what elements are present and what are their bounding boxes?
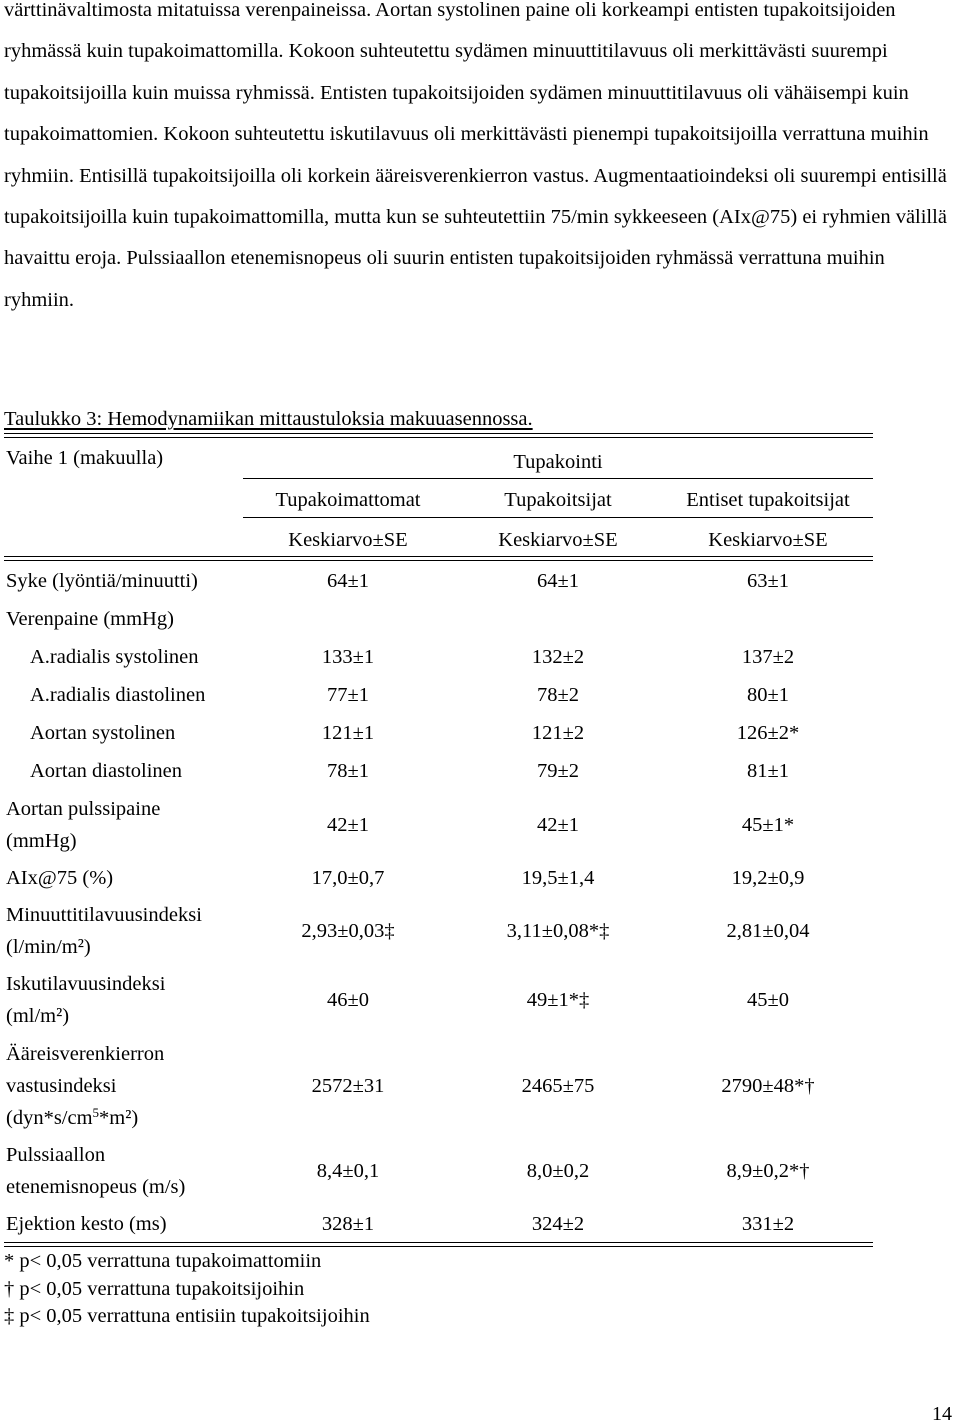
page-number: 14 — [932, 1403, 952, 1425]
table-cell: 3,11±0,08*‡ — [506, 920, 610, 942]
body-paragraph: värttinävaltimosta mitatuissa verenpaineissa. Aortan systolinen paine oli korkeampi entisten tupakoitsijoiden ryhmässä kuin tupakoimattomilla. Kokoon suhteutettu sydämen minuuttitilavuus oli merkittävästi suurempi tupakoitsijoilla kuin muissa ryhmissä. Entisten tupakoitsijoiden sydämen minuuttitilavuus oli vähäisempi kuin tupakoimattomien. Kokoon suhteutettu iskutilavuus oli merkittävästi pienempi tupakoitsijoilla verrattuna muihin ryhmiin. Entisillä tupakoitsijoilla oli korkein ääreisverenkierron vastus. Augmentaatioindeksi oli suurempi entisillä tupakoitsijoilla kuin tupakoimattomilla, mutta kun se suhteutettiin 75/min sykkeeseen (AIx@75) ei ryhmien välillä havaittu eroja. Pulssiaallon etenemisnopeus oli suurin entisten tupakoitsijoiden ryhmässä verrattuna muihin ryhmiin. — [4, 0, 947, 311]
row-label: Aortan diastolinen — [30, 760, 183, 782]
row-label-line: Iskutilavuusindeksi — [6, 973, 166, 995]
table-cell: 8,9±0,2*† — [726, 1160, 810, 1182]
header-bottom-rule-2 — [4, 560, 873, 561]
table-cell: 79±2 — [536, 760, 579, 782]
table-cell: 19,5±1,4 — [521, 867, 595, 889]
table-cell: 121±1 — [321, 722, 375, 744]
table-cell: 133±1 — [321, 646, 375, 668]
table-cell: 63±1 — [746, 570, 789, 592]
column-header: Tupakoimattomat — [275, 489, 421, 511]
table-cell: 81±1 — [746, 760, 789, 782]
table-cell: 328±1 — [321, 1213, 375, 1235]
table-cell: 2,93±0,03‡ — [301, 920, 395, 942]
table-cell: 49±1*‡ — [526, 989, 590, 1011]
row-label-line: vastusindeksi — [6, 1075, 117, 1097]
table-cell: 64±1 — [326, 570, 369, 592]
stat-header: Keskiarvo±SE — [708, 529, 828, 551]
row-label-line: (mmHg) — [6, 830, 77, 852]
table-cell: 78±1 — [326, 760, 369, 782]
table-cell: 126±2* — [736, 722, 800, 744]
row-label — [6, 793, 160, 857]
table-top-rule-2 — [4, 437, 873, 438]
table-cell: 19,2±0,9 — [731, 867, 805, 889]
row-label — [6, 968, 165, 1032]
table-cell: 42±1 — [536, 814, 579, 836]
row-label: AIx@75 (%) — [6, 867, 114, 889]
table-cell: 2572±31 — [311, 1075, 385, 1097]
group-header-rule — [243, 478, 873, 479]
table-cell: 331±2 — [741, 1213, 795, 1235]
row-label: Syke (lyöntiä/minuutti) — [6, 570, 198, 592]
row-label-line: etenemisnopeus (m/s) — [6, 1176, 186, 1198]
row-label — [6, 899, 202, 963]
table-cell: 45±1* — [741, 814, 795, 836]
row-label: A.radialis systolinen — [30, 646, 199, 668]
row-label-line: Pulssiaallon — [6, 1144, 106, 1166]
header-bottom-rule — [4, 556, 873, 557]
stat-header: Keskiarvo±SE — [288, 529, 408, 551]
table-cell: 78±2 — [536, 684, 579, 706]
row-label — [6, 1139, 185, 1203]
column-header: Entiset tupakoitsijat — [686, 489, 850, 511]
row-label-line: $(dyn*s/cm^5*m^2)$ — [6, 1105, 139, 1129]
row-label-line: Aortan pulssipaine — [6, 798, 161, 820]
table-cell: 64±1 — [536, 570, 579, 592]
footnote: † p< 0,05 verrattuna tupakoitsijoihin — [4, 1278, 305, 1300]
footnote: * p< 0,05 verrattuna tupakoimattomiin — [4, 1250, 322, 1272]
footnote: ‡ p< 0,05 verrattuna entisiin tupakoitsijoihin — [4, 1305, 370, 1327]
table-cell: 80±1 — [746, 684, 789, 706]
row-label-line: Minuuttitilavuusindeksi — [6, 904, 202, 926]
table-cell: 8,0±0,2 — [526, 1160, 590, 1182]
table-cell: 132±2 — [531, 646, 585, 668]
table-cell: 77±1 — [326, 684, 369, 706]
row-label-line: (ml/m²) — [6, 1005, 70, 1027]
table-bottom-rule — [4, 1242, 873, 1243]
table-cell: 2,81±0,04 — [726, 920, 810, 942]
column-header: Tupakoitsijat — [504, 489, 612, 511]
stat-header: Keskiarvo±SE — [498, 529, 618, 551]
table-caption: Taulukko 3: Hemodynamiikan mittaustuloksia makuuasennossa. — [4, 408, 533, 430]
column-header-rule — [243, 517, 873, 518]
row-label: Ejektion kesto (ms) — [6, 1213, 167, 1235]
table-cell: 137±2 — [741, 646, 795, 668]
row-label: Aortan systolinen — [30, 722, 176, 744]
table-cell: 45±0 — [746, 989, 789, 1011]
table-top-rule — [4, 433, 873, 434]
table-cell: 2465±75 — [521, 1075, 595, 1097]
row-label: A.radialis diastolinen — [30, 684, 206, 706]
table-cell: 46±0 — [326, 989, 369, 1011]
table-cell: 121±2 — [531, 722, 585, 744]
group-header: Tupakointi — [513, 451, 603, 473]
row-label — [6, 1038, 164, 1134]
table-cell: 8,4±0,1 — [316, 1160, 380, 1182]
row-label-line: (l/min/m²) — [6, 936, 91, 958]
row-label-line: Ääreisverenkierron — [6, 1043, 165, 1065]
table-cell: 324±2 — [531, 1213, 585, 1235]
table-cell: 2790±48*† — [721, 1075, 815, 1097]
row-label: Verenpaine (mmHg) — [6, 608, 174, 630]
table-cell: 42±1 — [326, 814, 369, 836]
phase-label: Vaihe 1 (makuulla) — [6, 447, 164, 469]
table-cell: 17,0±0,7 — [311, 867, 385, 889]
